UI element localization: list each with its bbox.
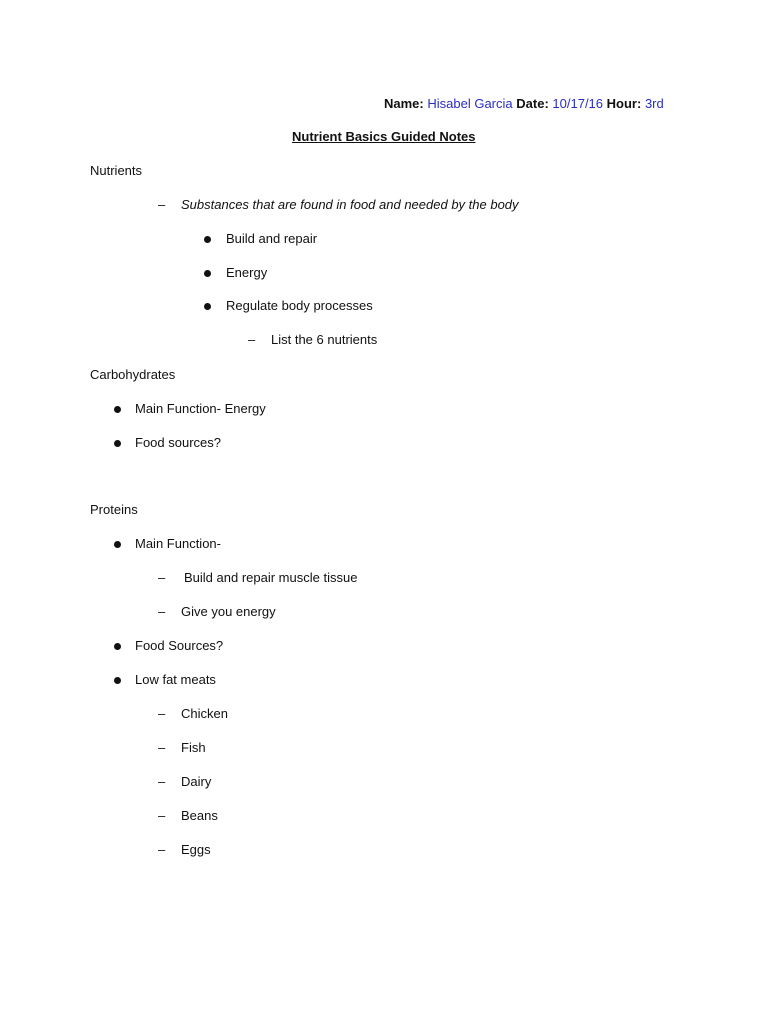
dash-marker: – <box>158 774 166 789</box>
carbohydrates-item: Food sources? <box>135 435 221 450</box>
nutrients-item: Build and repair <box>226 231 318 246</box>
meat-item: Beans <box>181 808 218 823</box>
proteins-heading: Proteins <box>90 502 138 517</box>
bullet-icon <box>114 677 121 684</box>
dash-marker: – <box>248 332 256 347</box>
meat-item: Eggs <box>181 842 211 857</box>
dash-marker: – <box>158 570 166 585</box>
bullet-icon <box>114 406 121 413</box>
nutrients-item: Regulate body processes <box>226 298 373 313</box>
nutrients-sub-item: List the 6 nutrients <box>271 332 378 347</box>
carbohydrates-heading: Carbohydrates <box>90 367 176 382</box>
name-value: Hisabel Garcia <box>427 96 513 111</box>
meat-item: Fish <box>181 740 206 755</box>
bullet-icon <box>114 541 121 548</box>
date-label: Date: <box>516 96 549 111</box>
dash-marker: – <box>158 808 166 823</box>
proteins-function-item: Give you energy <box>181 604 276 619</box>
student-info-line <box>384 96 664 112</box>
dash-marker: – <box>158 842 166 857</box>
bullet-icon <box>204 236 211 243</box>
bullet-icon <box>114 440 121 447</box>
proteins-low-fat: Low fat meats <box>135 672 216 687</box>
meat-item: Dairy <box>181 774 212 789</box>
meat-item: Chicken <box>181 706 228 721</box>
bullet-icon <box>204 303 211 310</box>
bullet-icon <box>114 643 121 650</box>
dash-marker: – <box>158 197 166 212</box>
nutrients-item: Energy <box>226 265 268 280</box>
nutrients-definition: Substances that are found in food and needed by the body <box>181 197 519 212</box>
dash-marker: – <box>158 740 166 755</box>
proteins-food-sources: Food Sources? <box>135 638 224 653</box>
name-label: Name: <box>384 96 424 111</box>
dash-marker: – <box>158 604 166 619</box>
hour-value: 3rd <box>644 96 664 111</box>
page-title: Nutrient Basics Guided Notes <box>292 129 476 144</box>
dash-marker: – <box>158 706 166 721</box>
hour-label: Hour: <box>606 96 642 111</box>
nutrients-heading: Nutrients <box>90 163 143 178</box>
proteins-main-function: Main Function- <box>135 536 221 551</box>
carbohydrates-item: Main Function- Energy <box>135 401 266 416</box>
proteins-function-item: Build and repair muscle tissue <box>184 570 358 585</box>
date-value: 10/17/16 <box>552 96 604 111</box>
bullet-icon <box>204 270 211 277</box>
